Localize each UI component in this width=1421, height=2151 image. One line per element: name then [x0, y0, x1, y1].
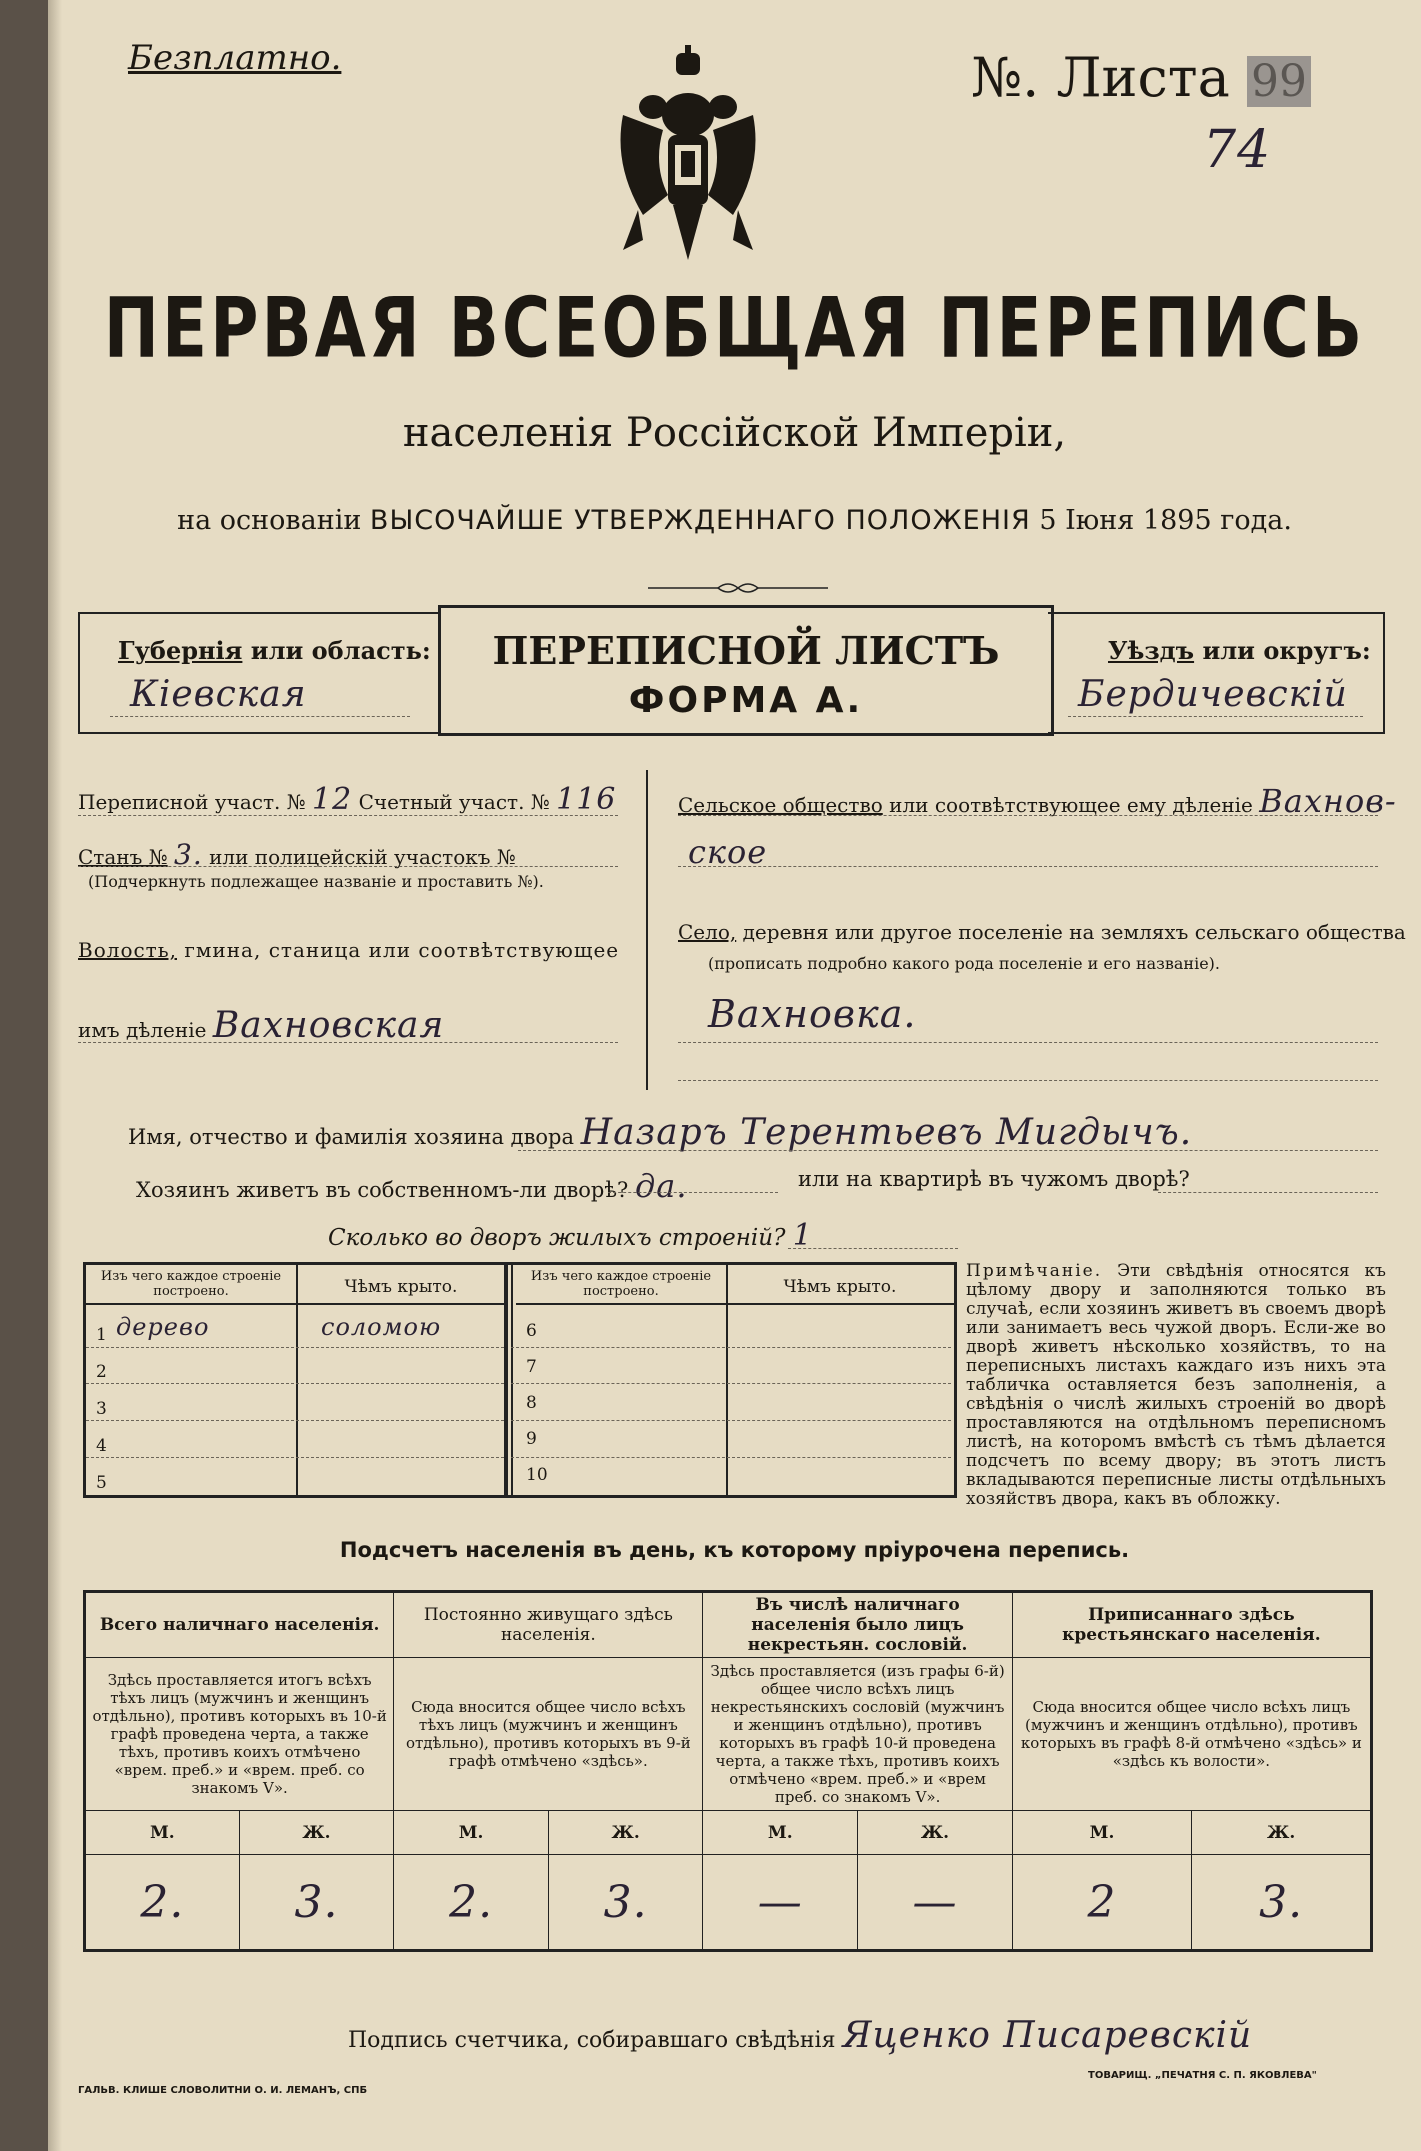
province-box — [78, 612, 440, 734]
province-value: Кіевская — [130, 674, 307, 715]
note-text: Примѣчаніе. Эти свѣдѣнія относятся къ цѣлому двору и заполняются только въ случаѣ, если хозяинъ живетъ въ своемъ дворѣ или занимаетъ весь чужой дворъ. Если-же во дворѣ живетъ нѣсколько хозяйствъ, то на переписныхъ листахъ каждаго изъ нихъ эта табличка оставляется безъ заполненія, а свѣдѣнія о числѣ жилыхъ строеній во дворѣ проставляются на отдѣльномъ переписномъ листѣ, на которомъ вмѣстѣ съ тѣмъ дѣлается подсчетъ по всему двору; въ этотъ листъ вкладываются переписные листы отдѣльныхъ хозяйствъ двора, какъ въ обложку. — [966, 1261, 1386, 1509]
pop-sex-m: М. — [1012, 1811, 1192, 1855]
pop-value: 2. — [85, 1855, 240, 1951]
owner-field: Имя, отчество и фамилія хозяина двора Назаръ Терентьевъ Мигдычъ. — [128, 1112, 1193, 1153]
buildings-row-numbers-left: 1 2 3 4 5 — [96, 1325, 107, 1493]
pop-col-non-peasant: Въ числѣ наличнаго населенія было лицъ некрестьян. сословій. — [703, 1592, 1012, 1658]
form-subtitle: ФОРМА А. — [628, 680, 864, 721]
population-heading: Подсчетъ населенія въ день, къ которому пріурочена перепись. — [339, 1538, 1130, 1562]
pop-value: 2. — [394, 1855, 549, 1951]
district-value: Бердичевскій — [1078, 674, 1348, 715]
population-table — [83, 1590, 1373, 1952]
district-box — [1048, 612, 1385, 734]
field-divider — [646, 770, 648, 1090]
pop-sex-f: Ж. — [548, 1811, 703, 1855]
page-subtitle: населенія Россійской Имперіи, — [402, 410, 1067, 456]
sheet-number-label: №. Листа — [971, 46, 1230, 109]
double-headed-eagle-icon — [613, 45, 763, 270]
pop-sex-m: М. — [85, 1811, 240, 1855]
printer-right: ТОВАРИЩ. „ПЕЧАТНЯ С. П. ЯКОВЛЕВА" — [1088, 2070, 1317, 2081]
pop-value: — — [858, 1855, 1013, 1951]
signature: Яценко Писаревскій — [842, 2015, 1253, 2056]
pop-desc-permanent: Сюда вносится общее число всѣхъ тѣхъ лицъ (мужчинъ и женщинъ отдѣльно), противъ которыхъ въ 9-й графѣ отмѣчено «здѣсь». — [394, 1658, 703, 1811]
census-section-field: Переписной участ. № 12 Счетный участ. № 116 — [78, 782, 617, 817]
pop-col-permanent: Постоянно живущаго здѣсь населенія. — [394, 1592, 703, 1658]
rented-yard-label: или на квартирѣ въ чужомъ дворѣ? — [798, 1167, 1190, 1191]
form-title: ПЕРЕПИСНОЙ ЛИСТЪ — [492, 628, 1000, 673]
pop-sex-m: М. — [394, 1811, 549, 1855]
pop-desc-total: Здѣсь проставляется итогъ всѣхъ тѣхъ лицъ (мужчинъ и женщинъ отдѣльно), противъ которыхъ въ 10-й графѣ проведена черта, а также тѣхъ, противъ коихъ отмѣчено «врем. преб.» и «врем. преб. со знакомъ V». — [85, 1658, 394, 1811]
pop-desc-registered: Сюда вносится общее число всѣхъ лицъ (мужчинъ и женщинъ отдѣльно), противъ которыхъ въ графѣ 8-й отмѣчено «здѣсь» и «здѣсь къ волости». — [1012, 1658, 1371, 1811]
volost-label: Волость, гмина, станица или соотвѣтствующее — [78, 938, 620, 962]
buildings-col-roof-2: Чѣмъ крыто. — [783, 1277, 897, 1297]
pop-col-total: Всего наличнаго населенія. — [85, 1592, 394, 1658]
district-label: Уѣздъ или округъ: — [1108, 636, 1371, 665]
pop-value: 3. — [1192, 1855, 1372, 1951]
community-field: Сельское общество или соотвѣтствующее ему дѣленіе Вахнов- — [678, 782, 1397, 820]
buildings-row-numbers-right: 6 7 8 9 10 — [526, 1321, 548, 1485]
pop-value: 3. — [548, 1855, 703, 1951]
pop-sex-f: Ж. — [239, 1811, 394, 1855]
pop-sex-f: Ж. — [1192, 1811, 1372, 1855]
page-title: ПЕРВАЯ ВСЕОБЩАЯ ПЕРЕПИСЬ — [103, 280, 1366, 377]
form-title-box — [438, 605, 1054, 736]
village-note: (прописать подробно какого рода поселеніе и его названіе). — [708, 954, 1220, 973]
pop-desc-non-peasant: Здѣсь проставляется (изъ графы 6-й) общее число всѣхъ лицъ некрестьянскихъ сословій (мужчинъ и женщинъ отдѣльно), противъ которыхъ въ графѣ 10-й проведена черта, а также тѣхъ, противъ коихъ отмѣчено «врем. преб.» и «врем преб. со знакомъ V». — [703, 1658, 1012, 1811]
buildings-count-field: Сколько во дворъ жилыхъ строеній? 1 — [328, 1218, 813, 1253]
village-value: Вахновка. — [708, 992, 917, 1036]
buildings-table — [83, 1262, 957, 1498]
page-basis: на основаніи ВЫСОЧАЙШЕ УТВЕРЖДЕННАГО ПОЛОЖЕНІЯ 5 Іюня 1895 года. — [177, 505, 1292, 536]
building-1-material: дерево — [116, 1313, 210, 1341]
volost-field: имъ дѣленіе Вахновская — [78, 1005, 445, 1046]
census-sheet — [48, 0, 1421, 2151]
printer-left: ГАЛЬВ. КЛИШЕ СЛОВОЛИТНИ О. И. ЛЕМАНЪ, СПБ — [78, 2085, 368, 2096]
buildings-col-material: Изъ чего каждое строеніе построено. — [100, 1269, 282, 1299]
pop-col-registered: Приписаннаго здѣсь крестьянскаго населенія. — [1012, 1592, 1371, 1658]
buildings-col-material-2: Изъ чего каждое строеніе построено. — [530, 1269, 712, 1299]
building-1-roof: соломою — [321, 1313, 442, 1341]
camp-note: (Подчеркнуть подлежащее названіе и проставить №). — [88, 872, 544, 891]
pop-sex-f: Ж. — [858, 1811, 1013, 1855]
pop-value: 3. — [239, 1855, 394, 1951]
own-yard-field: Хозяинъ живетъ въ собственномъ-ли дворѣ? да. — [136, 1167, 688, 1205]
village-label: Село, деревня или другое поселеніе на земляхъ сельскаго общества — [678, 920, 1406, 944]
buildings-col-roof: Чѣмъ крыто. — [344, 1277, 458, 1297]
handwritten-sheet-number: 74 — [1203, 120, 1272, 180]
pop-sex-m: М. — [703, 1811, 858, 1855]
pop-value: 2 — [1012, 1855, 1192, 1951]
free-label: Безплатно. — [128, 38, 342, 78]
sheet-number-value: 99 — [1247, 56, 1311, 107]
community-value-continued: ское — [688, 833, 768, 871]
camp-field: Станъ № 3. или полицейскій участокъ № — [78, 838, 516, 871]
pop-value: — — [703, 1855, 858, 1951]
signature-field: Подпись счетчика, собиравшаго свѣдѣнія Яценко Писаревскій — [348, 2015, 1253, 2056]
ornament-divider-icon — [648, 580, 828, 596]
province-label: Губернія или область: — [118, 636, 431, 665]
